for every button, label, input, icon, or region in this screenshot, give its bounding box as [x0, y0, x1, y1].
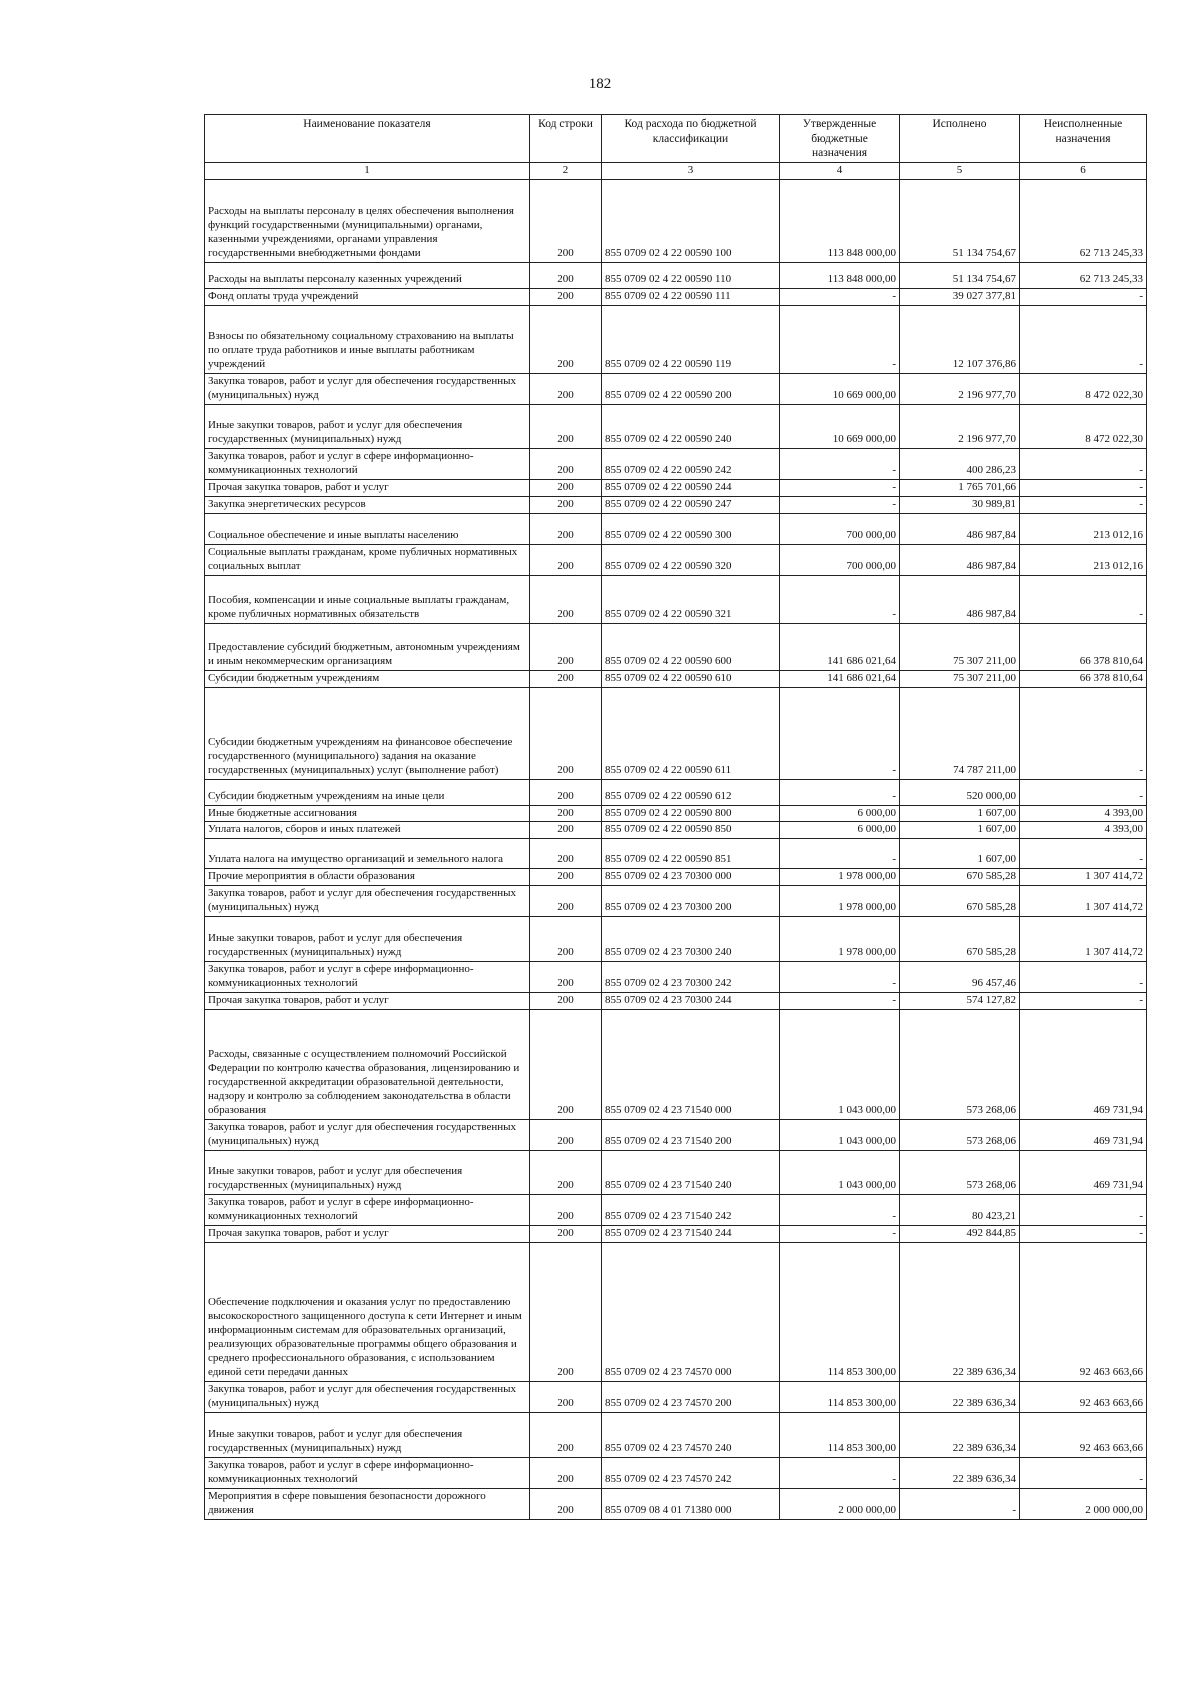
row-line-code: 200 — [530, 1226, 602, 1243]
row-line-code: 200 — [530, 496, 602, 513]
table-row — [205, 623, 1147, 670]
row-indicator-name: Субсидии бюджетным учреждениям на финансовое обеспечение государственного (муниципального) задания на оказание государственных (муниципальных) услуг (выполнение работ) — [205, 687, 530, 779]
row-unexecuted-amount: 213 012,16 — [1020, 544, 1147, 575]
column-number-row — [205, 162, 1147, 179]
table-row — [205, 305, 1147, 373]
row-line-code: 200 — [530, 513, 602, 544]
row-indicator-name: Иные бюджетные ассигнования — [205, 805, 530, 822]
row-indicator-name: Взносы по обязательному социальному страхованию на выплаты по оплате труда работников и иные выплаты работникам учреждений — [205, 305, 530, 373]
row-unexecuted-amount: 4 393,00 — [1020, 805, 1147, 822]
row-executed-amount: 96 457,46 — [900, 962, 1020, 993]
row-executed-amount: 80 423,21 — [900, 1195, 1020, 1226]
row-line-code: 200 — [530, 1151, 602, 1195]
row-indicator-name: Иные закупки товаров, работ и услуг для обеспечения государственных (муниципальных) нужд — [205, 404, 530, 448]
row-executed-amount: 51 134 754,67 — [900, 262, 1020, 288]
row-executed-amount: 400 286,23 — [900, 448, 1020, 479]
table-row — [205, 917, 1147, 962]
row-line-code: 200 — [530, 544, 602, 575]
row-executed-amount: 75 307 211,00 — [900, 623, 1020, 670]
table-row — [205, 288, 1147, 305]
row-expense-code: 855 0709 02 4 23 74570 240 — [602, 1413, 780, 1458]
row-expense-code: 855 0709 02 4 23 70300 244 — [602, 993, 780, 1010]
column-number: 5 — [900, 162, 1020, 179]
table-row — [205, 886, 1147, 917]
row-expense-code: 855 0709 02 4 23 71540 244 — [602, 1226, 780, 1243]
row-line-code: 200 — [530, 1382, 602, 1413]
row-executed-amount: 486 987,84 — [900, 544, 1020, 575]
row-approved-amount: 114 853 300,00 — [780, 1413, 900, 1458]
row-indicator-name: Иные закупки товаров, работ и услуг для обеспечения государственных (муниципальных) нужд — [205, 1151, 530, 1195]
row-indicator-name: Закупка товаров, работ и услуг в сфере информационно-коммуникационных технологий — [205, 448, 530, 479]
row-expense-code: 855 0709 02 4 23 71540 240 — [602, 1151, 780, 1195]
row-approved-amount: 1 978 000,00 — [780, 917, 900, 962]
row-executed-amount: 30 989,81 — [900, 496, 1020, 513]
row-indicator-name: Социальные выплаты гражданам, кроме публичных нормативных социальных выплат — [205, 544, 530, 575]
row-executed-amount: 22 389 636,34 — [900, 1413, 1020, 1458]
row-expense-code: 855 0709 02 4 22 00590 321 — [602, 575, 780, 623]
table-row — [205, 1226, 1147, 1243]
row-expense-code: 855 0709 02 4 23 71540 000 — [602, 1010, 780, 1120]
row-indicator-name: Расходы, связанные с осуществлением полномочий Российской Федерации по контролю качества образования, лицензированию и государственной аккредитации образовательной деятельности, надзору и контролю за соблюдением законодательства в области образования — [205, 1010, 530, 1120]
row-line-code: 200 — [530, 1195, 602, 1226]
row-line-code: 200 — [530, 805, 602, 822]
row-approved-amount: - — [780, 448, 900, 479]
row-executed-amount: 492 844,85 — [900, 1226, 1020, 1243]
row-expense-code: 855 0709 02 4 23 70300 200 — [602, 886, 780, 917]
row-executed-amount: 22 389 636,34 — [900, 1382, 1020, 1413]
row-expense-code: 855 0709 02 4 22 00590 851 — [602, 839, 780, 869]
row-approved-amount: 10 669 000,00 — [780, 373, 900, 404]
row-unexecuted-amount: - — [1020, 479, 1147, 496]
table-row — [205, 448, 1147, 479]
row-expense-code: 855 0709 02 4 22 00590 110 — [602, 262, 780, 288]
row-unexecuted-amount: 62 713 245,33 — [1020, 262, 1147, 288]
row-approved-amount: 1 978 000,00 — [780, 886, 900, 917]
row-indicator-name: Прочая закупка товаров, работ и услуг — [205, 1226, 530, 1243]
row-unexecuted-amount: 213 012,16 — [1020, 513, 1147, 544]
row-executed-amount: - — [900, 1489, 1020, 1520]
budget-execution-table — [204, 114, 1147, 1520]
row-expense-code: 855 0709 02 4 22 00590 119 — [602, 305, 780, 373]
table-row — [205, 496, 1147, 513]
row-unexecuted-amount: 1 307 414,72 — [1020, 886, 1147, 917]
row-line-code: 200 — [530, 179, 602, 262]
row-line-code: 200 — [530, 822, 602, 839]
table-header-row — [205, 115, 1147, 163]
row-approved-amount: 10 669 000,00 — [780, 404, 900, 448]
row-expense-code: 855 0709 02 4 23 70300 000 — [602, 869, 780, 886]
row-expense-code: 855 0709 02 4 22 00590 111 — [602, 288, 780, 305]
row-unexecuted-amount: - — [1020, 839, 1147, 869]
row-executed-amount: 75 307 211,00 — [900, 670, 1020, 687]
row-unexecuted-amount: 66 378 810,64 — [1020, 670, 1147, 687]
row-unexecuted-amount: - — [1020, 993, 1147, 1010]
row-indicator-name: Расходы на выплаты персоналу в целях обеспечения выполнения функций государственными (муниципальными) органами, казенными учреждениями, органами управления государственными внебюджетными фондами — [205, 179, 530, 262]
row-unexecuted-amount: 92 463 663,66 — [1020, 1382, 1147, 1413]
row-approved-amount: - — [780, 575, 900, 623]
row-expense-code: 855 0709 02 4 23 74570 200 — [602, 1382, 780, 1413]
row-line-code: 200 — [530, 839, 602, 869]
row-expense-code: 855 0709 02 4 22 00590 100 — [602, 179, 780, 262]
row-expense-code: 855 0709 02 4 22 00590 244 — [602, 479, 780, 496]
row-executed-amount: 520 000,00 — [900, 779, 1020, 805]
table-row — [205, 1195, 1147, 1226]
table-row — [205, 993, 1147, 1010]
table-row — [205, 779, 1147, 805]
row-executed-amount: 670 585,28 — [900, 917, 1020, 962]
row-line-code: 200 — [530, 575, 602, 623]
row-indicator-name: Закупка товаров, работ и услуг в сфере информационно-коммуникационных технологий — [205, 962, 530, 993]
row-line-code: 200 — [530, 305, 602, 373]
row-approved-amount: 141 686 021,64 — [780, 670, 900, 687]
row-approved-amount: - — [780, 1226, 900, 1243]
row-line-code: 200 — [530, 687, 602, 779]
row-executed-amount: 22 389 636,34 — [900, 1243, 1020, 1382]
row-approved-amount: 6 000,00 — [780, 822, 900, 839]
row-indicator-name: Закупка товаров, работ и услуг для обеспечения государственных (муниципальных) нужд — [205, 1120, 530, 1151]
row-expense-code: 855 0709 02 4 22 00590 300 — [602, 513, 780, 544]
row-unexecuted-amount: - — [1020, 496, 1147, 513]
row-unexecuted-amount: 4 393,00 — [1020, 822, 1147, 839]
table-row — [205, 1010, 1147, 1120]
row-expense-code: 855 0709 02 4 22 00590 247 — [602, 496, 780, 513]
row-executed-amount: 39 027 377,81 — [900, 288, 1020, 305]
row-unexecuted-amount: - — [1020, 1458, 1147, 1489]
table-row — [205, 839, 1147, 869]
row-approved-amount: 114 853 300,00 — [780, 1382, 900, 1413]
header-line-code: Код строки — [530, 115, 602, 163]
row-unexecuted-amount: 66 378 810,64 — [1020, 623, 1147, 670]
row-approved-amount: - — [780, 288, 900, 305]
row-expense-code: 855 0709 02 4 22 00590 200 — [602, 373, 780, 404]
row-line-code: 200 — [530, 670, 602, 687]
row-executed-amount: 1 607,00 — [900, 839, 1020, 869]
row-indicator-name: Закупка товаров, работ и услуг для обеспечения государственных (муниципальных) нужд — [205, 1382, 530, 1413]
row-executed-amount: 573 268,06 — [900, 1010, 1020, 1120]
row-indicator-name: Предоставление субсидий бюджетным, автономным учреждениям и иным некоммерческим организациям — [205, 623, 530, 670]
row-approved-amount: - — [780, 479, 900, 496]
row-approved-amount: 6 000,00 — [780, 805, 900, 822]
row-unexecuted-amount: 469 731,94 — [1020, 1010, 1147, 1120]
row-line-code: 200 — [530, 1413, 602, 1458]
row-indicator-name: Прочие мероприятия в области образования — [205, 869, 530, 886]
row-expense-code: 855 0709 02 4 23 74570 000 — [602, 1243, 780, 1382]
row-unexecuted-amount: - — [1020, 962, 1147, 993]
table-row — [205, 1382, 1147, 1413]
row-approved-amount: - — [780, 779, 900, 805]
table-row — [205, 373, 1147, 404]
row-indicator-name: Субсидии бюджетным учреждениям на иные цели — [205, 779, 530, 805]
row-expense-code: 855 0709 02 4 22 00590 242 — [602, 448, 780, 479]
row-expense-code: 855 0709 02 4 23 70300 240 — [602, 917, 780, 962]
row-expense-code: 855 0709 02 4 22 00590 600 — [602, 623, 780, 670]
row-approved-amount: - — [780, 1458, 900, 1489]
row-line-code: 200 — [530, 288, 602, 305]
row-indicator-name: Иные закупки товаров, работ и услуг для обеспечения государственных (муниципальных) нужд — [205, 917, 530, 962]
row-executed-amount: 486 987,84 — [900, 575, 1020, 623]
header-executed: Исполнено — [900, 115, 1020, 163]
row-unexecuted-amount: - — [1020, 687, 1147, 779]
row-unexecuted-amount: 92 463 663,66 — [1020, 1413, 1147, 1458]
header-approved: Утвержденные бюджетные назначения — [780, 115, 900, 163]
row-executed-amount: 670 585,28 — [900, 886, 1020, 917]
row-indicator-name: Уплата налогов, сборов и иных платежей — [205, 822, 530, 839]
row-expense-code: 855 0709 02 4 23 71540 242 — [602, 1195, 780, 1226]
row-executed-amount: 486 987,84 — [900, 513, 1020, 544]
row-unexecuted-amount: 469 731,94 — [1020, 1120, 1147, 1151]
table-row — [205, 1243, 1147, 1382]
row-line-code: 200 — [530, 917, 602, 962]
row-unexecuted-amount: - — [1020, 288, 1147, 305]
row-approved-amount: 113 848 000,00 — [780, 262, 900, 288]
table-row — [205, 544, 1147, 575]
table-row — [205, 575, 1147, 623]
table-row — [205, 404, 1147, 448]
table-row — [205, 822, 1147, 839]
row-expense-code: 855 0709 02 4 22 00590 850 — [602, 822, 780, 839]
row-executed-amount: 1 765 701,66 — [900, 479, 1020, 496]
row-approved-amount: 141 686 021,64 — [780, 623, 900, 670]
column-number: 1 — [205, 162, 530, 179]
row-approved-amount: - — [780, 993, 900, 1010]
row-approved-amount: - — [780, 305, 900, 373]
row-executed-amount: 1 607,00 — [900, 822, 1020, 839]
row-line-code: 200 — [530, 404, 602, 448]
row-expense-code: 855 0709 02 4 23 74570 242 — [602, 1458, 780, 1489]
row-line-code: 200 — [530, 1458, 602, 1489]
row-approved-amount: 1 043 000,00 — [780, 1120, 900, 1151]
table-row — [205, 962, 1147, 993]
row-executed-amount: 22 389 636,34 — [900, 1458, 1020, 1489]
row-line-code: 200 — [530, 1243, 602, 1382]
table-row — [205, 670, 1147, 687]
table-row — [205, 1489, 1147, 1520]
row-approved-amount: 2 000 000,00 — [780, 1489, 900, 1520]
row-expense-code: 855 0709 02 4 22 00590 320 — [602, 544, 780, 575]
table-row — [205, 869, 1147, 886]
row-line-code: 200 — [530, 373, 602, 404]
row-indicator-name: Обеспечение подключения и оказания услуг по предоставлению высокоскоростного защищенного доступа к сети Интернет и иным информационным системам для образовательных организаций, реализующих образовательные программы общего образования и среднего профессионального образования, с использованием единой сети передачи данных — [205, 1243, 530, 1382]
row-executed-amount: 1 607,00 — [900, 805, 1020, 822]
table-row — [205, 262, 1147, 288]
table-row — [205, 179, 1147, 262]
row-line-code: 200 — [530, 448, 602, 479]
row-expense-code: 855 0709 02 4 23 70300 242 — [602, 962, 780, 993]
row-indicator-name: Иные закупки товаров, работ и услуг для обеспечения государственных (муниципальных) нужд — [205, 1413, 530, 1458]
table-row — [205, 513, 1147, 544]
row-approved-amount: 113 848 000,00 — [780, 179, 900, 262]
row-unexecuted-amount: 92 463 663,66 — [1020, 1243, 1147, 1382]
row-expense-code: 855 0709 02 4 22 00590 240 — [602, 404, 780, 448]
row-approved-amount: 1 043 000,00 — [780, 1010, 900, 1120]
row-unexecuted-amount: 8 472 022,30 — [1020, 373, 1147, 404]
row-indicator-name: Закупка энергетических ресурсов — [205, 496, 530, 513]
table-body — [205, 179, 1147, 1520]
row-approved-amount: - — [780, 962, 900, 993]
row-indicator-name: Прочая закупка товаров, работ и услуг — [205, 993, 530, 1010]
row-indicator-name: Закупка товаров, работ и услуг в сфере информационно-коммуникационных технологий — [205, 1195, 530, 1226]
table-row — [205, 479, 1147, 496]
row-line-code: 200 — [530, 962, 602, 993]
row-executed-amount: 574 127,82 — [900, 993, 1020, 1010]
row-line-code: 200 — [530, 262, 602, 288]
row-expense-code: 855 0709 02 4 23 71540 200 — [602, 1120, 780, 1151]
row-unexecuted-amount: 8 472 022,30 — [1020, 404, 1147, 448]
row-expense-code: 855 0709 02 4 22 00590 610 — [602, 670, 780, 687]
row-unexecuted-amount: 1 307 414,72 — [1020, 869, 1147, 886]
row-indicator-name: Мероприятия в сфере повышения безопасности дорожного движения — [205, 1489, 530, 1520]
row-approved-amount: 1 978 000,00 — [780, 869, 900, 886]
row-executed-amount: 670 585,28 — [900, 869, 1020, 886]
row-indicator-name: Закупка товаров, работ и услуг для обеспечения государственных (муниципальных) нужд — [205, 886, 530, 917]
row-indicator-name: Прочая закупка товаров, работ и услуг — [205, 479, 530, 496]
row-indicator-name: Фонд оплаты труда учреждений — [205, 288, 530, 305]
row-approved-amount: - — [780, 839, 900, 869]
row-executed-amount: 573 268,06 — [900, 1151, 1020, 1195]
row-approved-amount: 700 000,00 — [780, 513, 900, 544]
row-expense-code: 855 0709 02 4 22 00590 612 — [602, 779, 780, 805]
row-line-code: 200 — [530, 869, 602, 886]
table-row — [205, 1413, 1147, 1458]
row-unexecuted-amount: - — [1020, 1226, 1147, 1243]
header-unexecuted: Неисполненные назначения — [1020, 115, 1147, 163]
row-line-code: 200 — [530, 1489, 602, 1520]
row-expense-code: 855 0709 02 4 22 00590 611 — [602, 687, 780, 779]
row-line-code: 200 — [530, 779, 602, 805]
row-line-code: 200 — [530, 886, 602, 917]
table-row — [205, 1120, 1147, 1151]
row-approved-amount: - — [780, 1195, 900, 1226]
row-unexecuted-amount: 62 713 245,33 — [1020, 179, 1147, 262]
header-expense-code: Код расхода по бюджетной классификации — [602, 115, 780, 163]
row-executed-amount: 51 134 754,67 — [900, 179, 1020, 262]
row-indicator-name: Уплата налога на имущество организаций и земельного налога — [205, 839, 530, 869]
row-line-code: 200 — [530, 623, 602, 670]
row-expense-code: 855 0709 08 4 01 71380 000 — [602, 1489, 780, 1520]
row-executed-amount: 2 196 977,70 — [900, 404, 1020, 448]
row-executed-amount: 12 107 376,86 — [900, 305, 1020, 373]
row-unexecuted-amount: - — [1020, 575, 1147, 623]
row-unexecuted-amount: 1 307 414,72 — [1020, 917, 1147, 962]
row-executed-amount: 2 196 977,70 — [900, 373, 1020, 404]
row-indicator-name: Пособия, компенсации и иные социальные выплаты гражданам, кроме публичных нормативных обязательств — [205, 575, 530, 623]
row-approved-amount: 700 000,00 — [780, 544, 900, 575]
table-row — [205, 687, 1147, 779]
row-indicator-name: Закупка товаров, работ и услуг для обеспечения государственных (муниципальных) нужд — [205, 373, 530, 404]
row-expense-code: 855 0709 02 4 22 00590 800 — [602, 805, 780, 822]
row-line-code: 200 — [530, 993, 602, 1010]
row-line-code: 200 — [530, 479, 602, 496]
row-approved-amount: - — [780, 496, 900, 513]
row-executed-amount: 573 268,06 — [900, 1120, 1020, 1151]
row-line-code: 200 — [530, 1120, 602, 1151]
table-row — [205, 1458, 1147, 1489]
table-row — [205, 1151, 1147, 1195]
row-unexecuted-amount: - — [1020, 1195, 1147, 1226]
row-indicator-name: Субсидии бюджетным учреждениям — [205, 670, 530, 687]
row-executed-amount: 74 787 211,00 — [900, 687, 1020, 779]
row-indicator-name: Социальное обеспечение и иные выплаты населению — [205, 513, 530, 544]
row-indicator-name: Расходы на выплаты персоналу казенных учреждений — [205, 262, 530, 288]
column-number: 6 — [1020, 162, 1147, 179]
column-number: 2 — [530, 162, 602, 179]
column-number: 4 — [780, 162, 900, 179]
row-unexecuted-amount: - — [1020, 779, 1147, 805]
row-approved-amount: 1 043 000,00 — [780, 1151, 900, 1195]
row-unexecuted-amount: - — [1020, 305, 1147, 373]
row-unexecuted-amount: - — [1020, 448, 1147, 479]
row-unexecuted-amount: 469 731,94 — [1020, 1151, 1147, 1195]
row-indicator-name: Закупка товаров, работ и услуг в сфере информационно-коммуникационных технологий — [205, 1458, 530, 1489]
column-number: 3 — [602, 162, 780, 179]
row-line-code: 200 — [530, 1010, 602, 1120]
table-row — [205, 805, 1147, 822]
row-approved-amount: - — [780, 687, 900, 779]
page-number: 182 — [588, 76, 612, 92]
row-unexecuted-amount: 2 000 000,00 — [1020, 1489, 1147, 1520]
row-approved-amount: 114 853 300,00 — [780, 1243, 900, 1382]
header-indicator-name: Наименование показателя — [205, 115, 530, 163]
